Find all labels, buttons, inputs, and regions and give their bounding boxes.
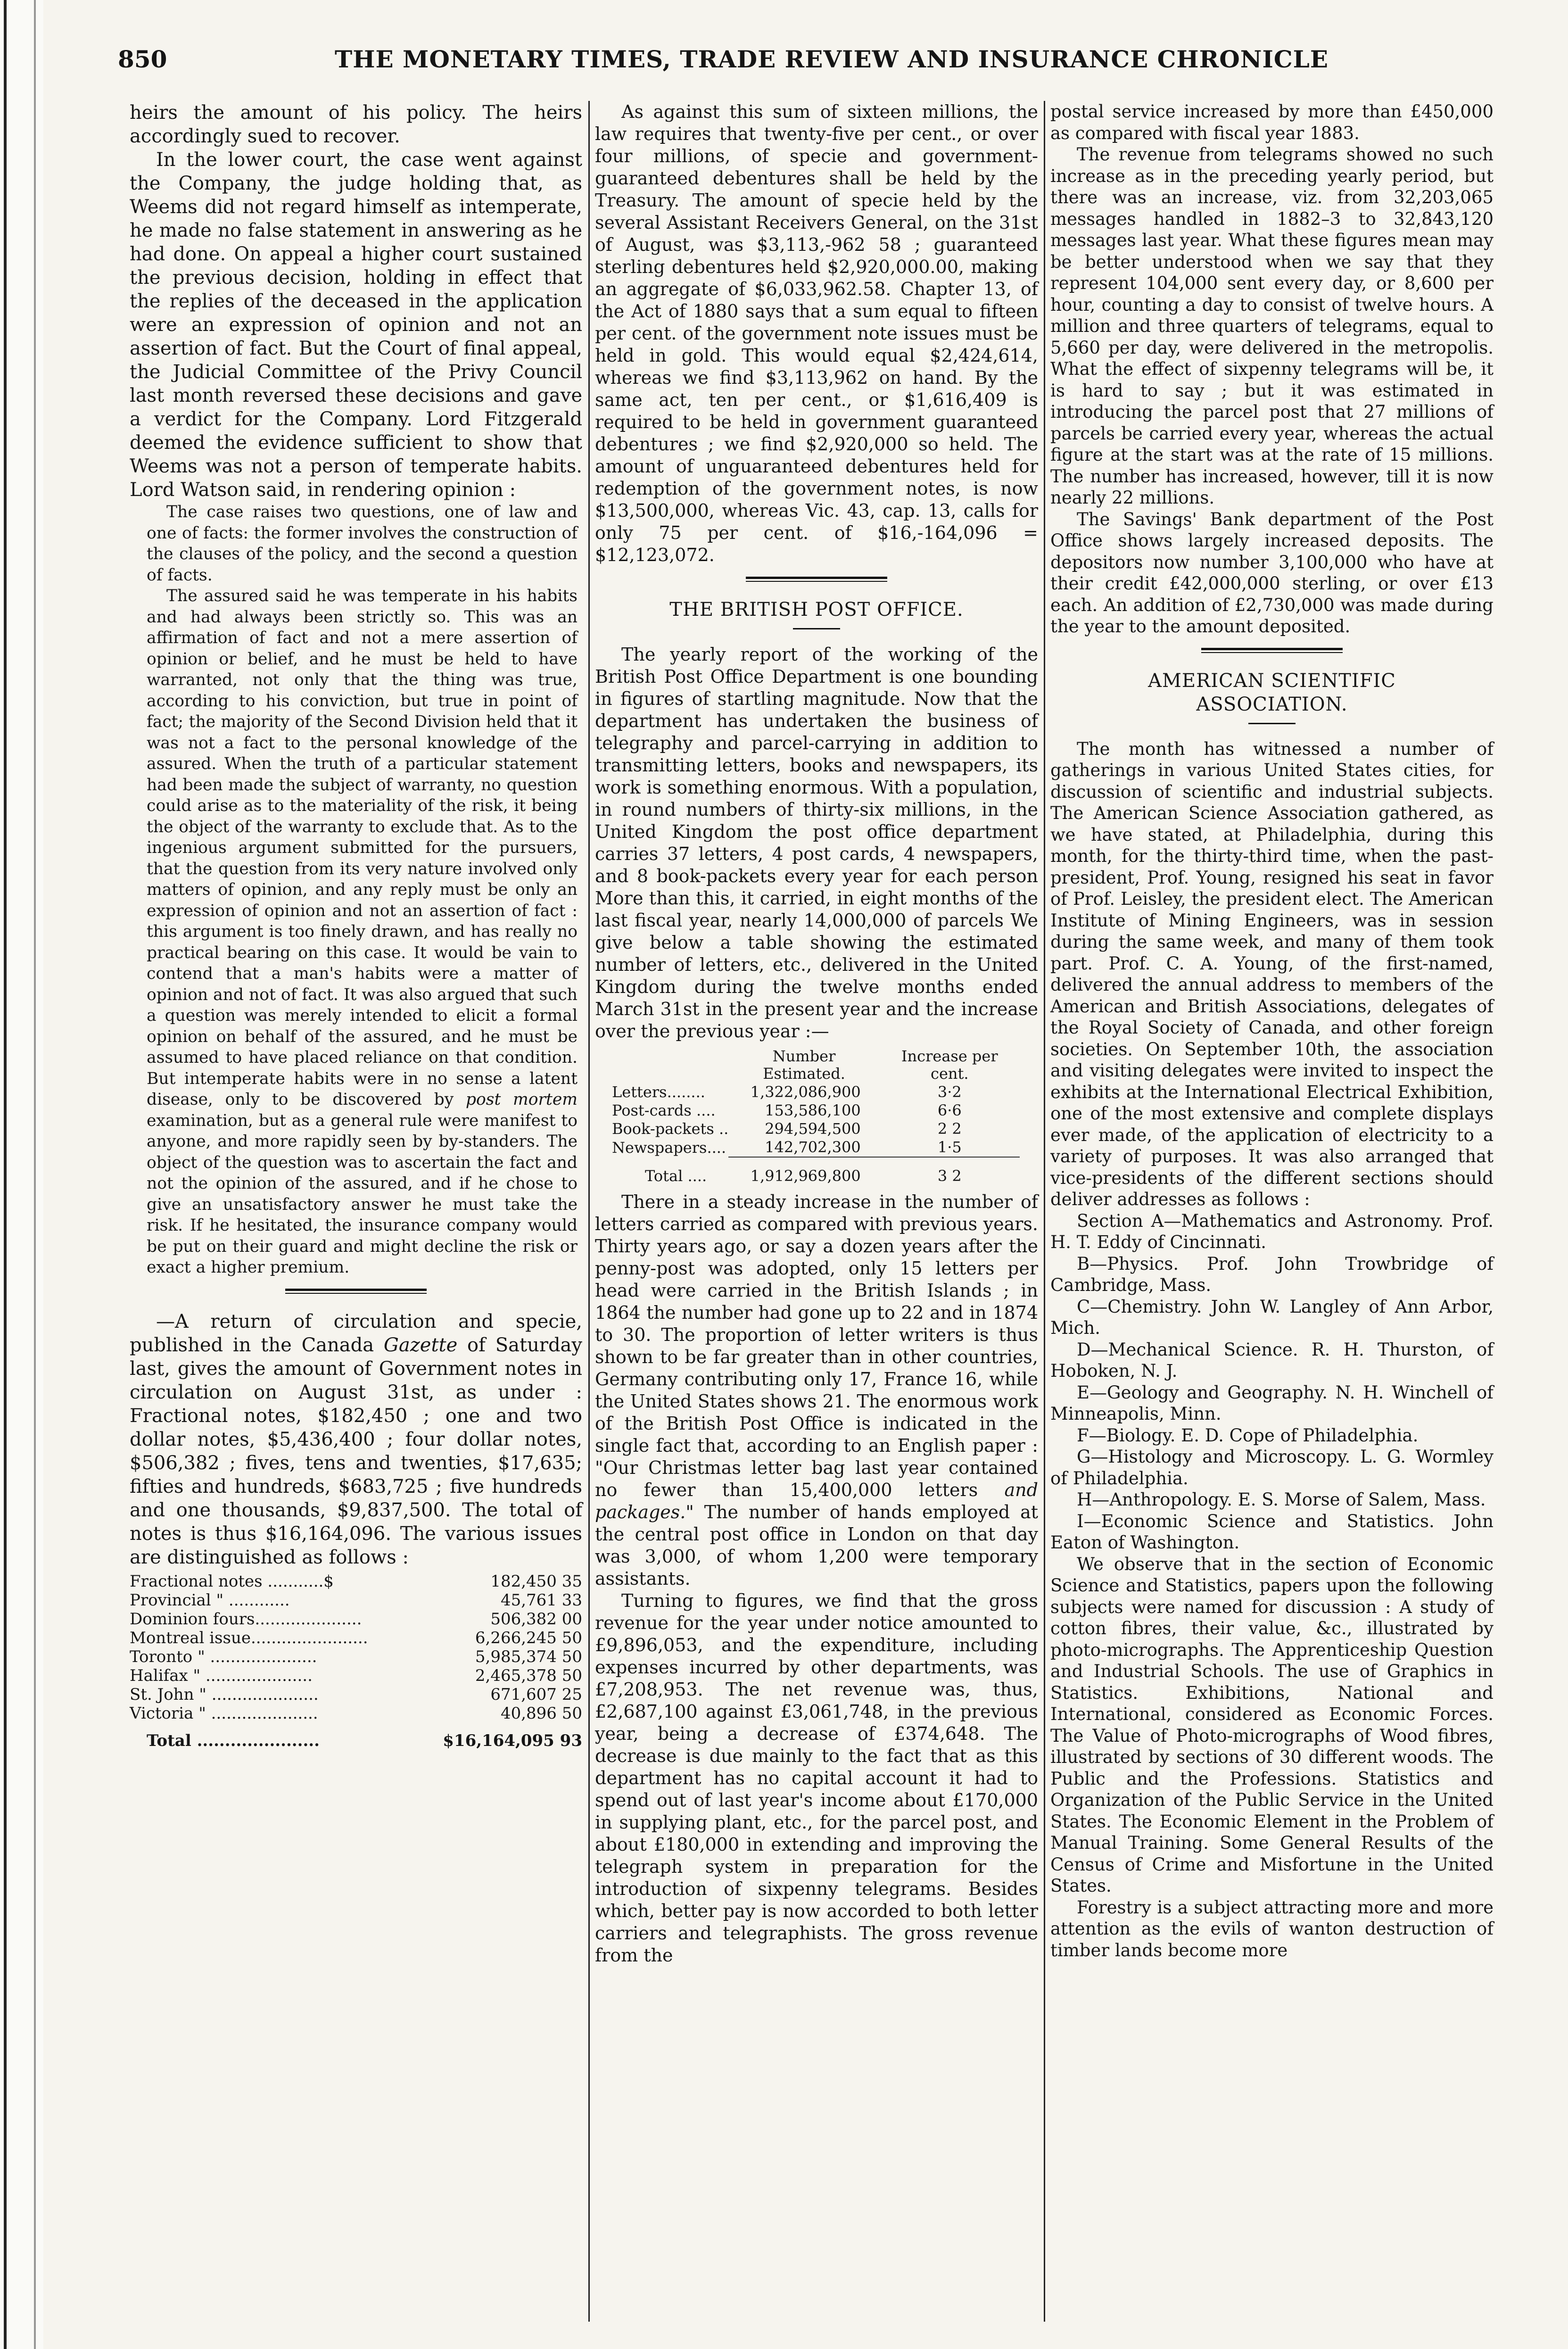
list-item: F—Biology. E. D. Cope of Philadelphia. [1077, 1425, 1419, 1446]
table-cell-label: Newspapers.... [612, 1138, 726, 1157]
list-item: G—Histology and Microscopy. L. G. Wormley of Philadelphia. [1050, 1447, 1494, 1489]
table-header-blank [612, 1047, 728, 1083]
running-title: THE MONETARY TIMES, TRADE REVIEW AND INSURANCE CHRONICLE [335, 45, 1329, 73]
column-rule-1 [588, 101, 590, 2322]
list-item: D—Mechanical Science. R. H. Thurston, of Hoboken, N. J. [1050, 1339, 1494, 1381]
table-header-number: Number Estimated. [763, 1047, 845, 1083]
post-office-headline: THE BRITISH POST OFFICE. [669, 599, 964, 620]
ledger-value: 182,450 35 [490, 1572, 582, 1591]
table-total-label: Total .... [645, 1167, 707, 1185]
table-cell-pct: 3·2 [937, 1083, 962, 1101]
section-list [1050, 1210, 1494, 1554]
p3-text-b: " The number of hands employed at the central post office in London on that day was 3,000, of whom 1,200 were temporary assistants. [595, 1502, 1038, 1589]
p3-text-a: —A return of circulation and specie, published in the Canada [130, 1310, 582, 1356]
table-cell-label: Book-packets .. [612, 1120, 729, 1138]
list-item: C—Chemistry. John W. Langley of Ann Arbor, Mich. [1050, 1296, 1494, 1338]
table-cell-pct: 6·6 [937, 1101, 962, 1119]
col3-paragraph-5: We observe that in the section of Economic Science and Statistics, papers upon the following subjects were named for discussion : A study of cotton fibres, their value, &c., illustrated by photo-micrographs. The Apprenticeship Question and Industrial Schools. The use of Graphics in Statistics. Exhibitions, National and International, considered as Economic Forces. The Value of Photo-micrographs of Wood fibres, illustrated by sections of 30 different woods. The Public and the Professions. Statistics and Organization of the Public Service in the United States. The Economic Element in the Problem of Manual Training. Some General Results of the Census of Crime and Misfortune in the United States. [1050, 1554, 1494, 1896]
ledger-label: Toronto " ..................... [130, 1647, 317, 1666]
col3-paragraph-1: postal service increased by more than £450,000 as compared with fiscal year 1883. [1050, 101, 1494, 143]
ledger-value: 5,985,374 50 [475, 1647, 582, 1666]
col2-paragraph-4: Turning to figures, we find that the gross revenue for the year under notice amounted to £9,896,053, and the expenditure, including expenses incurred by other departments, was £7,208,953. The net revenue was, thus, £2,687,100 against £3,061,748, in the previous year, being a decrease of £374,648. The decrease is due mainly to the fact that as this department has no capital account it had to spend out of last year's income about £170,000 in supplying plant, etc., for the parcel post, and about £180,000 in extending and improving the telegraph system in preparation for the introduction of sixpenny telegrams. Besides which, better pay is now accorded to both letter carriers and telegraphists. The gross revenue from the [595, 1590, 1038, 1966]
ledger-value: 6,266,245 50 [475, 1628, 582, 1647]
table-cell-pct: 2 2 [937, 1120, 962, 1138]
column-1 [130, 101, 582, 1750]
col2-paragraph-2: The yearly report of the working of the British Post Office Department is one bounding in figures of startling magnitude. Now that the department has undertaken the business of telegraphy and parcel-carrying in addition to transmitting letters, books and newspapers, its work is something enormous. With a population, in round numbers of thirty-six millions, in the United Kingdom the post office department carries 37 letters, 4 post cards, 4 newspapers, and 8 book-packets every year for each person More than this, it carried, in eight months of the last fiscal year, nearly 14,000,000 of parcels We give below a table showing the estimated number of letters, etc., delivered in the United Kingdom during the twelve months ended March 31st in the present year and the increase over the previous year :— [595, 644, 1038, 1042]
list-item: H—Anthropology. E. S. Morse of Salem, Mass. [1077, 1489, 1486, 1510]
col3-paragraph-2: The revenue from telegrams showed no such increase as in the preceding yearly period, but there was an increase, viz. from 32,203,065 messages handled in 1882–3 to 32,843,120 messages last year. What these figures mean may be better understood when we say that they represent 104,000 sent every day, or 8,600 per hour, counting a day to consist of twelve hours. A million and three quarters of telegrams, equal to 5,660 per day, were delivered in the metropolis. What the effect of sixpenny telegrams will be, it is hard to say ; but it was estimated in introducing the parcel post that 27 millions of parcels be carried every year, whereas the actual figure at the start was at the rate of 15 millions. The number has increased, however, till it is now nearly 22 millions. [1050, 144, 1494, 508]
table-cell-number: 142,702,300 [765, 1138, 861, 1156]
section-divider [285, 1289, 427, 1294]
ledger-total-row [130, 1723, 582, 1750]
table-total-row [612, 1159, 1020, 1185]
ledger-row [130, 1685, 582, 1704]
table-cell-label: Post-cards .... [612, 1101, 716, 1119]
col3-paragraph-4: The month has witnessed a number of gatherings in various United States cities, for discussion of scientific and industrial subjects. The American Science Association gathered, as we have stated, at Philadelphia, during this month, for the thirty-third time, when the past-president, Prof. Young, resigned his seat in favor of Prof. Leisley, the president elect. The American Institute of Mining Engineers, was in session during the same week, and many of them took part. Prof. C. A. Young, of the first-named, delivered the annual address to members of the American and British Associations, delegates of the Royal Society of Canada, and other foreign societies. On September 10th, the association and visiting delegates were invited to inspect the exhibits at the International Electrical Exhibition, one of the most extensive and complete displays ever made, of the application of electricity to a variety of purposes. It was also arranged that vice-presidents of the different sections should deliver addresses as follows : [1050, 738, 1494, 1209]
ledger-row [130, 1666, 582, 1685]
post-office-table [612, 1047, 1020, 1185]
ledger-label: St. John " ..................... [130, 1685, 319, 1704]
column-2 [595, 101, 1038, 1967]
ledger-value: 40,896 50 [500, 1704, 582, 1723]
section-divider [1201, 648, 1343, 653]
ledger-total-value: $16,164,095 93 [443, 1731, 582, 1750]
table-cell-number: 1,322,086,900 [750, 1083, 861, 1101]
col1-paragraph-3 [130, 1310, 582, 1569]
p3-italic: and packages. [595, 1480, 1038, 1522]
ledger-value: 671,607 25 [490, 1685, 582, 1704]
p3-text-b: of Saturday last, gives the amount of Government notes in circulation on August 31st, as under : Fractional notes, $182,450 ; one and two dollar notes, $5,436,400 ; four dollar notes, $506,382 ; fives, tens and twenties, $17,635; fifties and hundreds, $683,725 ; five hundreds and one thousands, $9,837,500. The total of notes is thus $16,164,096. The various issues are distinguished as follows : [130, 1334, 583, 1568]
ledger-label: Fractional notes ...........$ [130, 1572, 334, 1591]
column-3 [1050, 101, 1494, 1961]
scientific-association-headline: AMERICAN SCIENTIFIC ASSOCIATION. [1148, 670, 1396, 715]
ledger-row [130, 1572, 582, 1591]
table-header-increase: Increase per cent. [901, 1047, 998, 1083]
list-item: B—Physics. Prof. John Trowbridge of Cambridge, Mass. [1050, 1253, 1494, 1295]
col3-paragraph-6: Forestry is a subject attracting more and more attention as the evils of wanton destruction of timber lands become more [1050, 1897, 1494, 1960]
quote-text-b: examination, but as a general rule were manifest to anyone, and more rapidly seen by by-standers. The object of the question was to ascertain the fact and not the opinion of the assured, and if he chose to give an unsatisfactory answer he must take the risk. If he hesitated, the insurance company would be put on their guard and might decline the risk or exact a higher premium. [147, 1111, 578, 1277]
quote-text-a: The assured said he was temperate in his habits and had always been strictly so. This was an affirmation of fact and not a mere assertion of opinion or belief, and he must be held to have warranted, not only that the thing was true, according to his conviction, but true in point of fact; the majority of the Second Division held that it was not a fact to the personal knowledge of the assured. When the truth of a particular statement had been made the subject of warranty, no question could arise as to the materiality of the risk, it being the object of the warranty to exclude that. As to the ingenious argument submitted for the pursuers, that the question from its very nature involved only matters of opinion, and any reply must be only an expression of opinion and not an assertion of fact : this argument is too finely drawn, and has really no practical bearing on this case. It would be vain to contend that a man's habits were a matter of opinion and not of fact. It was also argued that such a question was merely intended to elicit a formal opinion on behalf of the assured, and he must be assumed to have placed reliance on that condition. But intemperate habits were in no sense a latent disease, only to be discovered by [147, 587, 578, 1109]
headline-rule [793, 628, 840, 629]
ledger-row [130, 1591, 582, 1610]
ledger-row [130, 1629, 582, 1647]
ledger-row [130, 1647, 582, 1666]
table-row [612, 1138, 1020, 1157]
scan-edge-line [4, 0, 7, 2349]
table-row [612, 1101, 1020, 1120]
list-item: Section A—Mathematics and Astronomy. Prof. H. T. Eddy of Cincinnati. [1050, 1210, 1494, 1252]
quote-paragraph-2 [147, 586, 578, 1278]
ledger-label: Halifax " ..................... [130, 1666, 313, 1685]
quote-paragraph-1: The case raises two questions, one of law and one of facts: the former involves the construction of the clauses of the policy, and the second a question of facts. [147, 503, 578, 585]
ledger-total-label: Total ...................... [147, 1731, 320, 1750]
page-number: 850 [118, 45, 167, 73]
page-header [118, 45, 1476, 88]
table-total-number: 1,912,969,800 [750, 1167, 861, 1185]
col3-paragraph-3: The Savings' Bank department of the Post Office shows largely increased deposits. The depositors now number 3,100,000 who have at their credit £42,000,000 sterling, or over £13 each. An addition of £2,730,000 was made during the year to the amount deposited. [1050, 509, 1494, 637]
notes-ledger [130, 1572, 582, 1750]
col1-paragraph-2: In the lower court, the case went against the Company, the judge holding that, as Weems did not regard himself as intemperate, he made no false statement in answering as he had done. On appeal a higher court sustained the previous decision, holding in effect that the replies of the deceased in the application were an expression of opinion and not an assertion of fact. But the Court of final appeal, the Judicial Committee of the Privy Council last month reversed these decisions and gave a verdict for the Company. Lord Fitzgerald deemed the evidence sufficient to show that Weems was not a person of temperate habits. Lord Watson said, in rendering opinion : [130, 149, 582, 501]
column-rule-2 [1044, 101, 1045, 2322]
table-cell-number: 153,586,100 [765, 1101, 861, 1119]
quote-italic: post mortem [465, 1090, 578, 1109]
list-item: I—Economic Science and Statistics. John Eaton of Washington. [1050, 1511, 1494, 1553]
ledger-label: Dominion fours..................... [130, 1609, 362, 1629]
table-cell-pct: 1·5 [937, 1138, 962, 1156]
table-row [612, 1083, 1020, 1101]
table-cell-number: 294,594,500 [765, 1120, 861, 1138]
table-cell-label: Letters........ [612, 1083, 705, 1101]
ledger-value: 506,382 00 [490, 1609, 582, 1629]
p3-italic: Gazette [383, 1334, 458, 1356]
ledger-label: Victoria " ..................... [130, 1704, 318, 1723]
p3-text-a: There in a steady increase in the number of letters carried as compared with previous years. Thirty years ago, or say a dozen years after the penny-post was adopted, only 15 letters per head were carried in the British Islands ; in 1864 the number had gone up to 22 and in 1874 to 30. The proportion of letter writers is thus shown to be far greater than in other countries, Germany contributing only 17, France 16, while the United States shows 21. The enormous work of the British Post Office is indicated in the single fact that, according to an English paper : "Our Christmas letter bag last year contained no fewer than 15,400,000 letters [595, 1191, 1038, 1500]
table-total-pct: 3 2 [937, 1167, 962, 1185]
lord-watson-quote [147, 502, 578, 1278]
ledger-value: 2,465,378 50 [475, 1666, 582, 1685]
col2-paragraph-1: As against this sum of sixteen millions, the law requires that twenty-five per cent., or over four millions, of specie and government-guaranteed debentures shall be held by the Treasury. The amount of specie held by the several Assistant Receivers General, on the 31st of August, was $3,113,-962 58 ; guaranteed sterling debentures held $2,920,000.00, making an aggregate of $6,033,962.58. Chapter 13, of the Act of 1880 says that a sum equal to fifteen per cent. of the government note issues must be held in gold. This would equal $2,424,614, whereas we find $3,113,962 on hand. By the same act, ten per cent., or $1,616,409 is required to be held in government guaranteed debentures ; we find $2,920,000 so held. The amount of unguaranteed debentures held for redemption of the government notes, is now $13,500,000, whereas Vic. 43, cap. 13, calls for only 75 per cent. of $16,-164,096 = $12,123,072. [595, 101, 1038, 565]
headline-rule [1248, 723, 1296, 724]
ledger-value: 45,761 33 [500, 1590, 582, 1610]
section-divider [746, 577, 887, 582]
scan-edge-shadow [34, 0, 36, 2349]
col2-paragraph-3 [595, 1191, 1038, 1590]
list-item: E—Geology and Geography. N. H. Winchell of Minneapolis, Minn. [1050, 1382, 1494, 1424]
table-row [612, 1120, 1020, 1138]
col1-paragraph-1: heirs the amount of his policy. The heirs accordingly sued to recover. [130, 102, 582, 147]
ledger-row [130, 1610, 582, 1629]
ledger-label: Provincial " ............ [130, 1590, 290, 1610]
ledger-row [130, 1704, 582, 1723]
ledger-label: Montreal issue....................... [130, 1628, 368, 1647]
scan-edge [0, 0, 43, 2349]
